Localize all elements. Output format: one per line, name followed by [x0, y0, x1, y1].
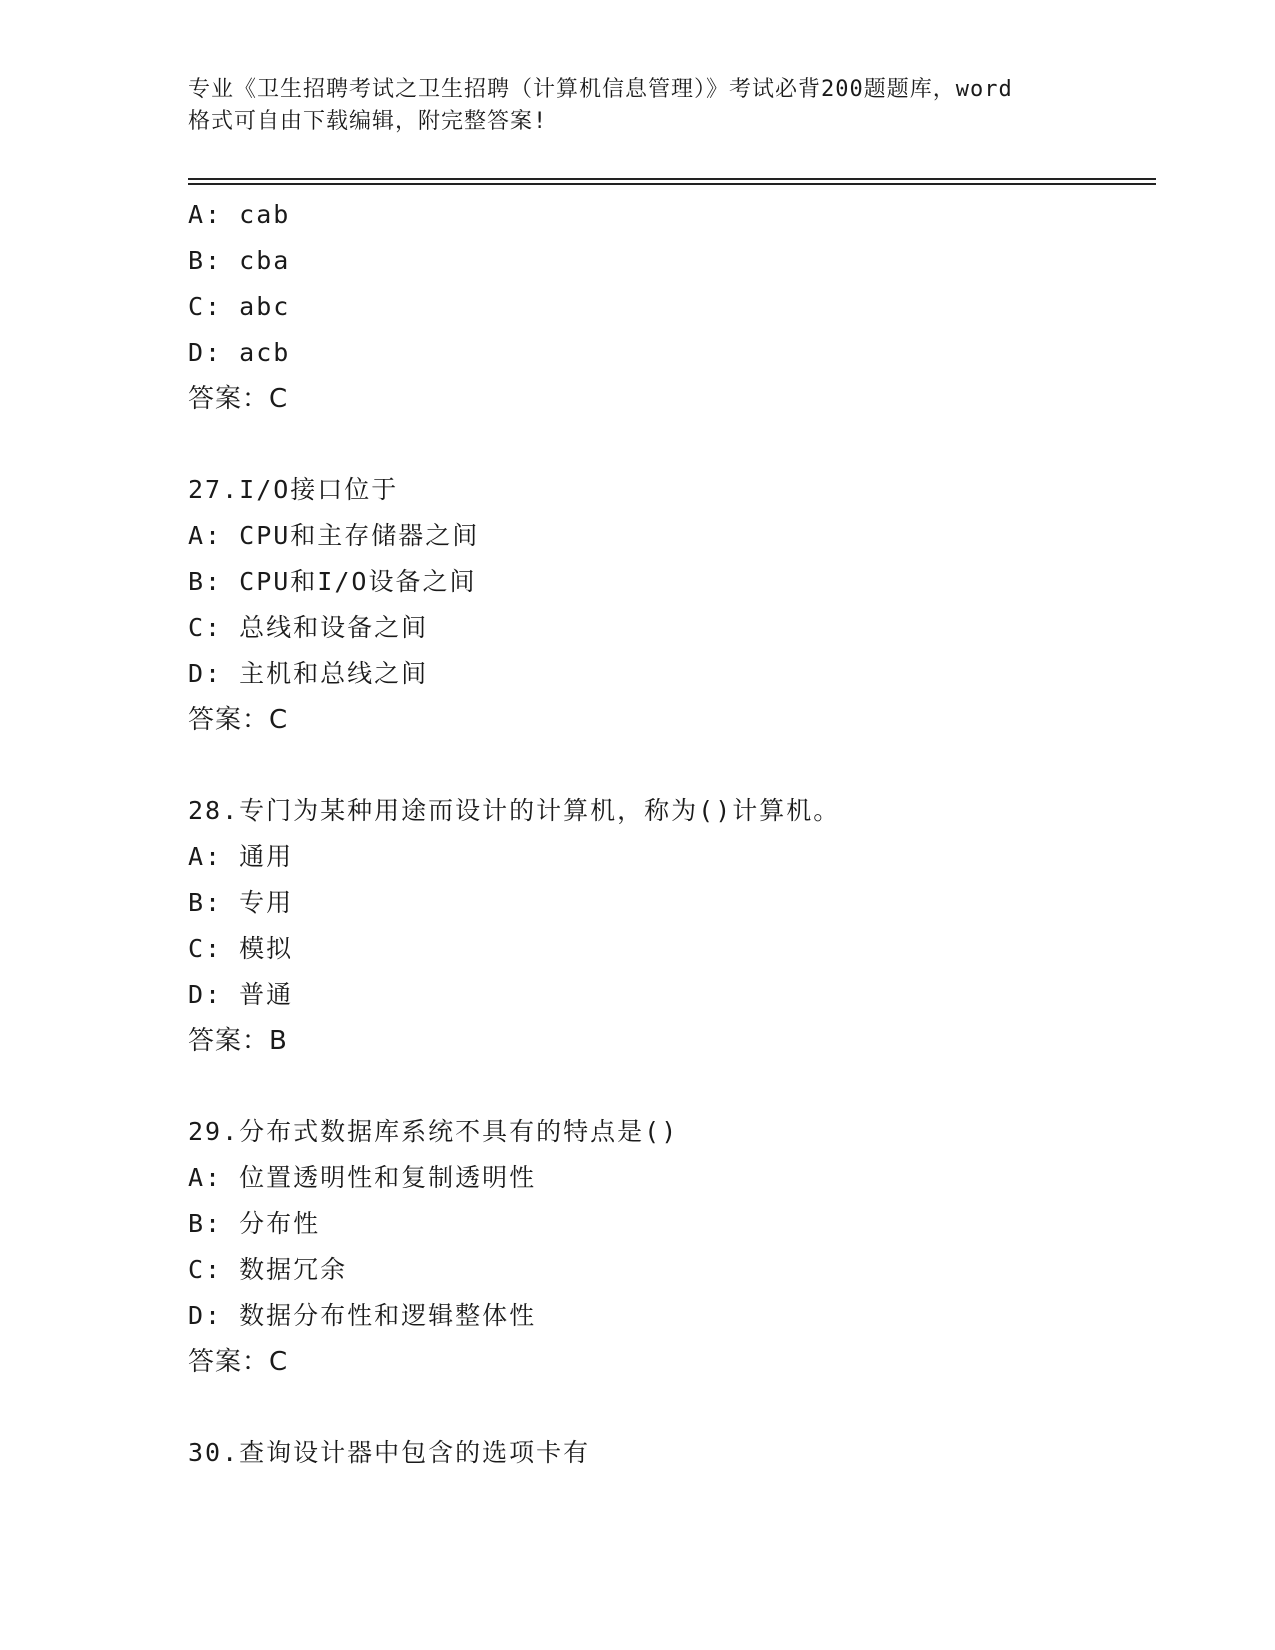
spacer: [188, 1064, 1148, 1109]
answer-line: 答案：C: [188, 705, 289, 735]
question-text: 30.查询设计器中包含的选项卡有: [188, 1438, 591, 1467]
answer-line: 答案：B: [188, 1026, 288, 1056]
question-list: [188, 192, 1148, 1476]
document-header: [188, 74, 1088, 138]
spacer: [188, 743, 1148, 788]
option-b: B: 分布性: [188, 1209, 321, 1238]
spacer: [188, 1385, 1148, 1430]
question-28: [188, 788, 1148, 1064]
option-a: A: cab: [188, 200, 291, 229]
question-text: 28.专门为某种用途而设计的计算机，称为()计算机。: [188, 796, 841, 825]
option-c: C: 数据冗余: [188, 1255, 348, 1284]
question-text: 29.分布式数据库系统不具有的特点是(): [188, 1117, 679, 1146]
option-c: C: 总线和设备之间: [188, 613, 429, 642]
header-title-line-2: 格式可自由下载编辑，附完整答案!: [188, 109, 548, 134]
header-title-line-1: 专业《卫生招聘考试之卫生招聘（计算机信息管理）》考试必背200题题库，word: [188, 77, 1013, 102]
answer-line: 答案：C: [188, 384, 289, 414]
option-d: D: 普通: [188, 980, 294, 1009]
question-26-tail: [188, 192, 1148, 422]
option-a: A: CPU和主存储器之间: [188, 521, 480, 550]
option-d: D: acb: [188, 338, 291, 367]
option-d: D: 数据分布性和逻辑整体性: [188, 1301, 537, 1330]
question-27: [188, 467, 1148, 743]
option-d: D: 主机和总线之间: [188, 659, 429, 688]
header-divider-bottom: [188, 183, 1156, 185]
option-b: B: CPU和I/O设备之间: [188, 567, 477, 596]
spacer: [188, 422, 1148, 467]
answer-line: 答案：C: [188, 1347, 289, 1377]
question-text: 27.I/O接口位于: [188, 475, 399, 504]
question-29: [188, 1109, 1148, 1385]
option-a: A: 通用: [188, 842, 294, 871]
option-b: B: 专用: [188, 888, 294, 917]
option-b: B: cba: [188, 246, 291, 275]
option-c: C: 模拟: [188, 934, 294, 963]
header-divider-top: [188, 178, 1156, 180]
question-30: [188, 1430, 1148, 1476]
option-a: A: 位置透明性和复制透明性: [188, 1163, 537, 1192]
option-c: C: abc: [188, 292, 291, 321]
